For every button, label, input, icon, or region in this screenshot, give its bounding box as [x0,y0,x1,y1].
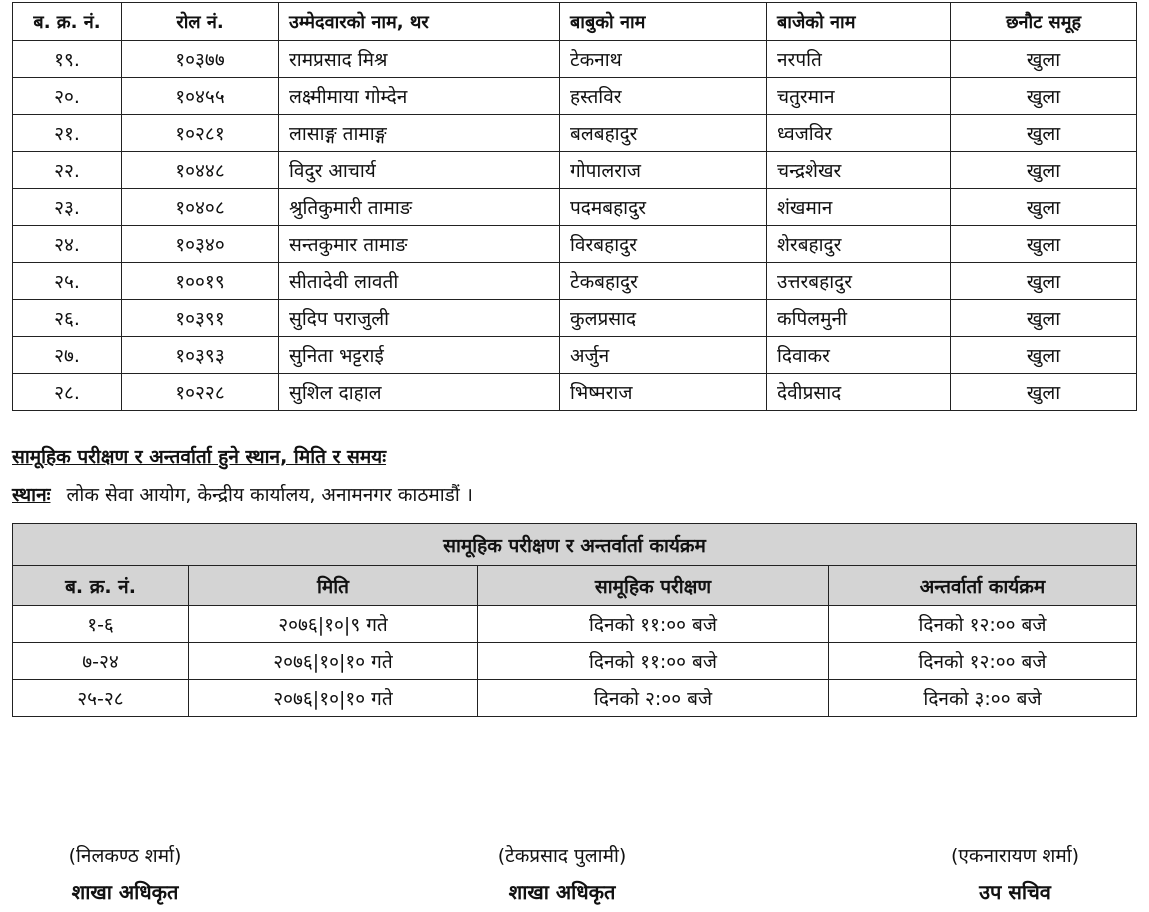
candidate-table [12,2,1137,411]
candidate-name: सन्तकुमार तामाङ [279,226,560,263]
grandfather-name: नरपति [767,41,951,78]
serial-number: २०. [13,78,122,115]
father-name: भिष्मराज [560,374,767,411]
schedule-interview-time: दिनको १२:०० बजे [829,643,1137,680]
selection-group: खुला [951,300,1137,337]
roll-number: १०२८१ [122,115,279,152]
roll-number: १०४५५ [122,78,279,115]
signatory-title: उप सचिव [979,880,1051,904]
candidate-name: लक्ष्मीमाया गोम्देन [279,78,560,115]
selection-group: खुला [951,374,1137,411]
grandfather-name: कपिलमुनी [767,300,951,337]
table-row [13,337,1137,374]
father-name: गोपालराज [560,152,767,189]
schedule-date: २०७६|१०|९ गते [189,606,478,643]
schedule-date: २०७६|१०|१० गते [189,643,478,680]
roll-number: १०४०८ [122,189,279,226]
roll-number: १०४४८ [122,152,279,189]
schedule-interview-time: दिनको ३:०० बजे [829,680,1137,717]
venue-line [12,481,473,507]
schedule-serial-range: १-६ [13,606,189,643]
father-name: कुलप्रसाद [560,300,767,337]
schedule-serial-range: ७-२४ [13,643,189,680]
candidate-name: श्रुतिकुमारी तामाङ [279,189,560,226]
signatory-title: शाखा अधिकृत [71,880,179,904]
selection-group: खुला [951,226,1137,263]
candidate-name: सीतादेवी लावती [279,263,560,300]
schedule-header [13,566,1137,606]
candidate-name: विदुर आचार्य [279,152,560,189]
table-row [13,152,1137,189]
selection-group: खुला [951,115,1137,152]
header-serial-number: ब. क्र. नं. [13,3,122,41]
venue-section-title: सामूहिक परीक्षण र अन्तर्वार्ता हुने स्थान, मिति र समयः [12,446,387,468]
signatory-name: (टेकप्रसाद पुलामी) [497,845,627,867]
serial-number: २१. [13,115,122,152]
roll-number: १०३९१ [122,300,279,337]
signatory-title: शाखा अधिकृत [508,880,616,904]
table-row [13,78,1137,115]
header-father-name: बाबुको नाम [560,3,767,41]
schedule-table [12,523,1137,717]
roll-number: १०३४० [122,226,279,263]
schedule-group-test-time: दिनको २:०० बजे [478,680,829,717]
roll-number: १०२२८ [122,374,279,411]
header-grandfather-name: बाजेको नाम [767,3,951,41]
selection-group: खुला [951,41,1137,78]
venue-address: लोक सेवा आयोग, केन्द्रीय कार्यालय, अनामनगर काठमाडौं । [66,484,473,506]
venue-label: स्थानः [12,484,51,506]
father-name: विरबहादुर [560,226,767,263]
signatory-name: (एकनारायण शर्मा) [950,845,1080,867]
header-roll-number: रोल नं. [122,3,279,41]
father-name: बलबहादुर [560,115,767,152]
schedule-header-date: मिति [189,566,478,606]
schedule-header-serial: ब. क्र. नं. [13,566,189,606]
signatory-1 [40,842,210,905]
serial-number: २५. [13,263,122,300]
table-row [13,115,1137,152]
serial-number: २२. [13,152,122,189]
schedule-header-group-test: सामूहिक परीक्षण [478,566,829,606]
candidate-table-header [13,3,1137,41]
father-name: हस्तविर [560,78,767,115]
candidate-name: रामप्रसाद मिश्र [279,41,560,78]
table-row [13,374,1137,411]
header-candidate-name: उम्मेदवारको नाम, थर [279,3,560,41]
header-selection-group: छनौट समूह [951,3,1137,41]
schedule-header-interview: अन्तर्वार्ता कार्यक्रम [829,566,1137,606]
signatory-3 [920,842,1110,905]
table-row [13,643,1137,680]
candidate-name: सुनिता भट्टराई [279,337,560,374]
grandfather-name: उत्तरबहादुर [767,263,951,300]
table-row [13,41,1137,78]
schedule-serial-range: २५-२८ [13,680,189,717]
roll-number: १००१९ [122,263,279,300]
grandfather-name: चतुरमान [767,78,951,115]
schedule-interview-time: दिनको १२:०० बजे [829,606,1137,643]
selection-group: खुला [951,263,1137,300]
serial-number: १९. [13,41,122,78]
serial-number: २८. [13,374,122,411]
father-name: टेकनाथ [560,41,767,78]
signatory-2 [462,842,662,905]
roll-number: १०३९३ [122,337,279,374]
schedule-group-test-time: दिनको ११:०० बजे [478,643,829,680]
grandfather-name: दिवाकर [767,337,951,374]
father-name: टेकबहादुर [560,263,767,300]
table-row [13,263,1137,300]
table-row [13,300,1137,337]
schedule-caption: सामूहिक परीक्षण र अन्तर्वार्ता कार्यक्रम [13,524,1137,566]
candidate-name: सुशिल दाहाल [279,374,560,411]
serial-number: २३. [13,189,122,226]
selection-group: खुला [951,337,1137,374]
father-name: अर्जुन [560,337,767,374]
table-row [13,189,1137,226]
table-row [13,680,1137,717]
grandfather-name: देवीप्रसाद [767,374,951,411]
candidate-name: लासाङ्ग तामाङ्ग [279,115,560,152]
grandfather-name: ध्वजविर [767,115,951,152]
table-row [13,606,1137,643]
serial-number: २६. [13,300,122,337]
serial-number: २४. [13,226,122,263]
table-row [13,226,1137,263]
selection-group: खुला [951,189,1137,226]
grandfather-name: शेरबहादुर [767,226,951,263]
roll-number: १०३७७ [122,41,279,78]
grandfather-name: चन्द्रशेखर [767,152,951,189]
schedule-group-test-time: दिनको ११:०० बजे [478,606,829,643]
signatory-name: (निलकण्ठ शर्मा) [68,845,182,867]
selection-group: खुला [951,152,1137,189]
candidate-name: सुदिप पराजुली [279,300,560,337]
serial-number: २७. [13,337,122,374]
schedule-date: २०७६|१०|१० गते [189,680,478,717]
grandfather-name: शंखमान [767,189,951,226]
father-name: पदमबहादुर [560,189,767,226]
selection-group: खुला [951,78,1137,115]
